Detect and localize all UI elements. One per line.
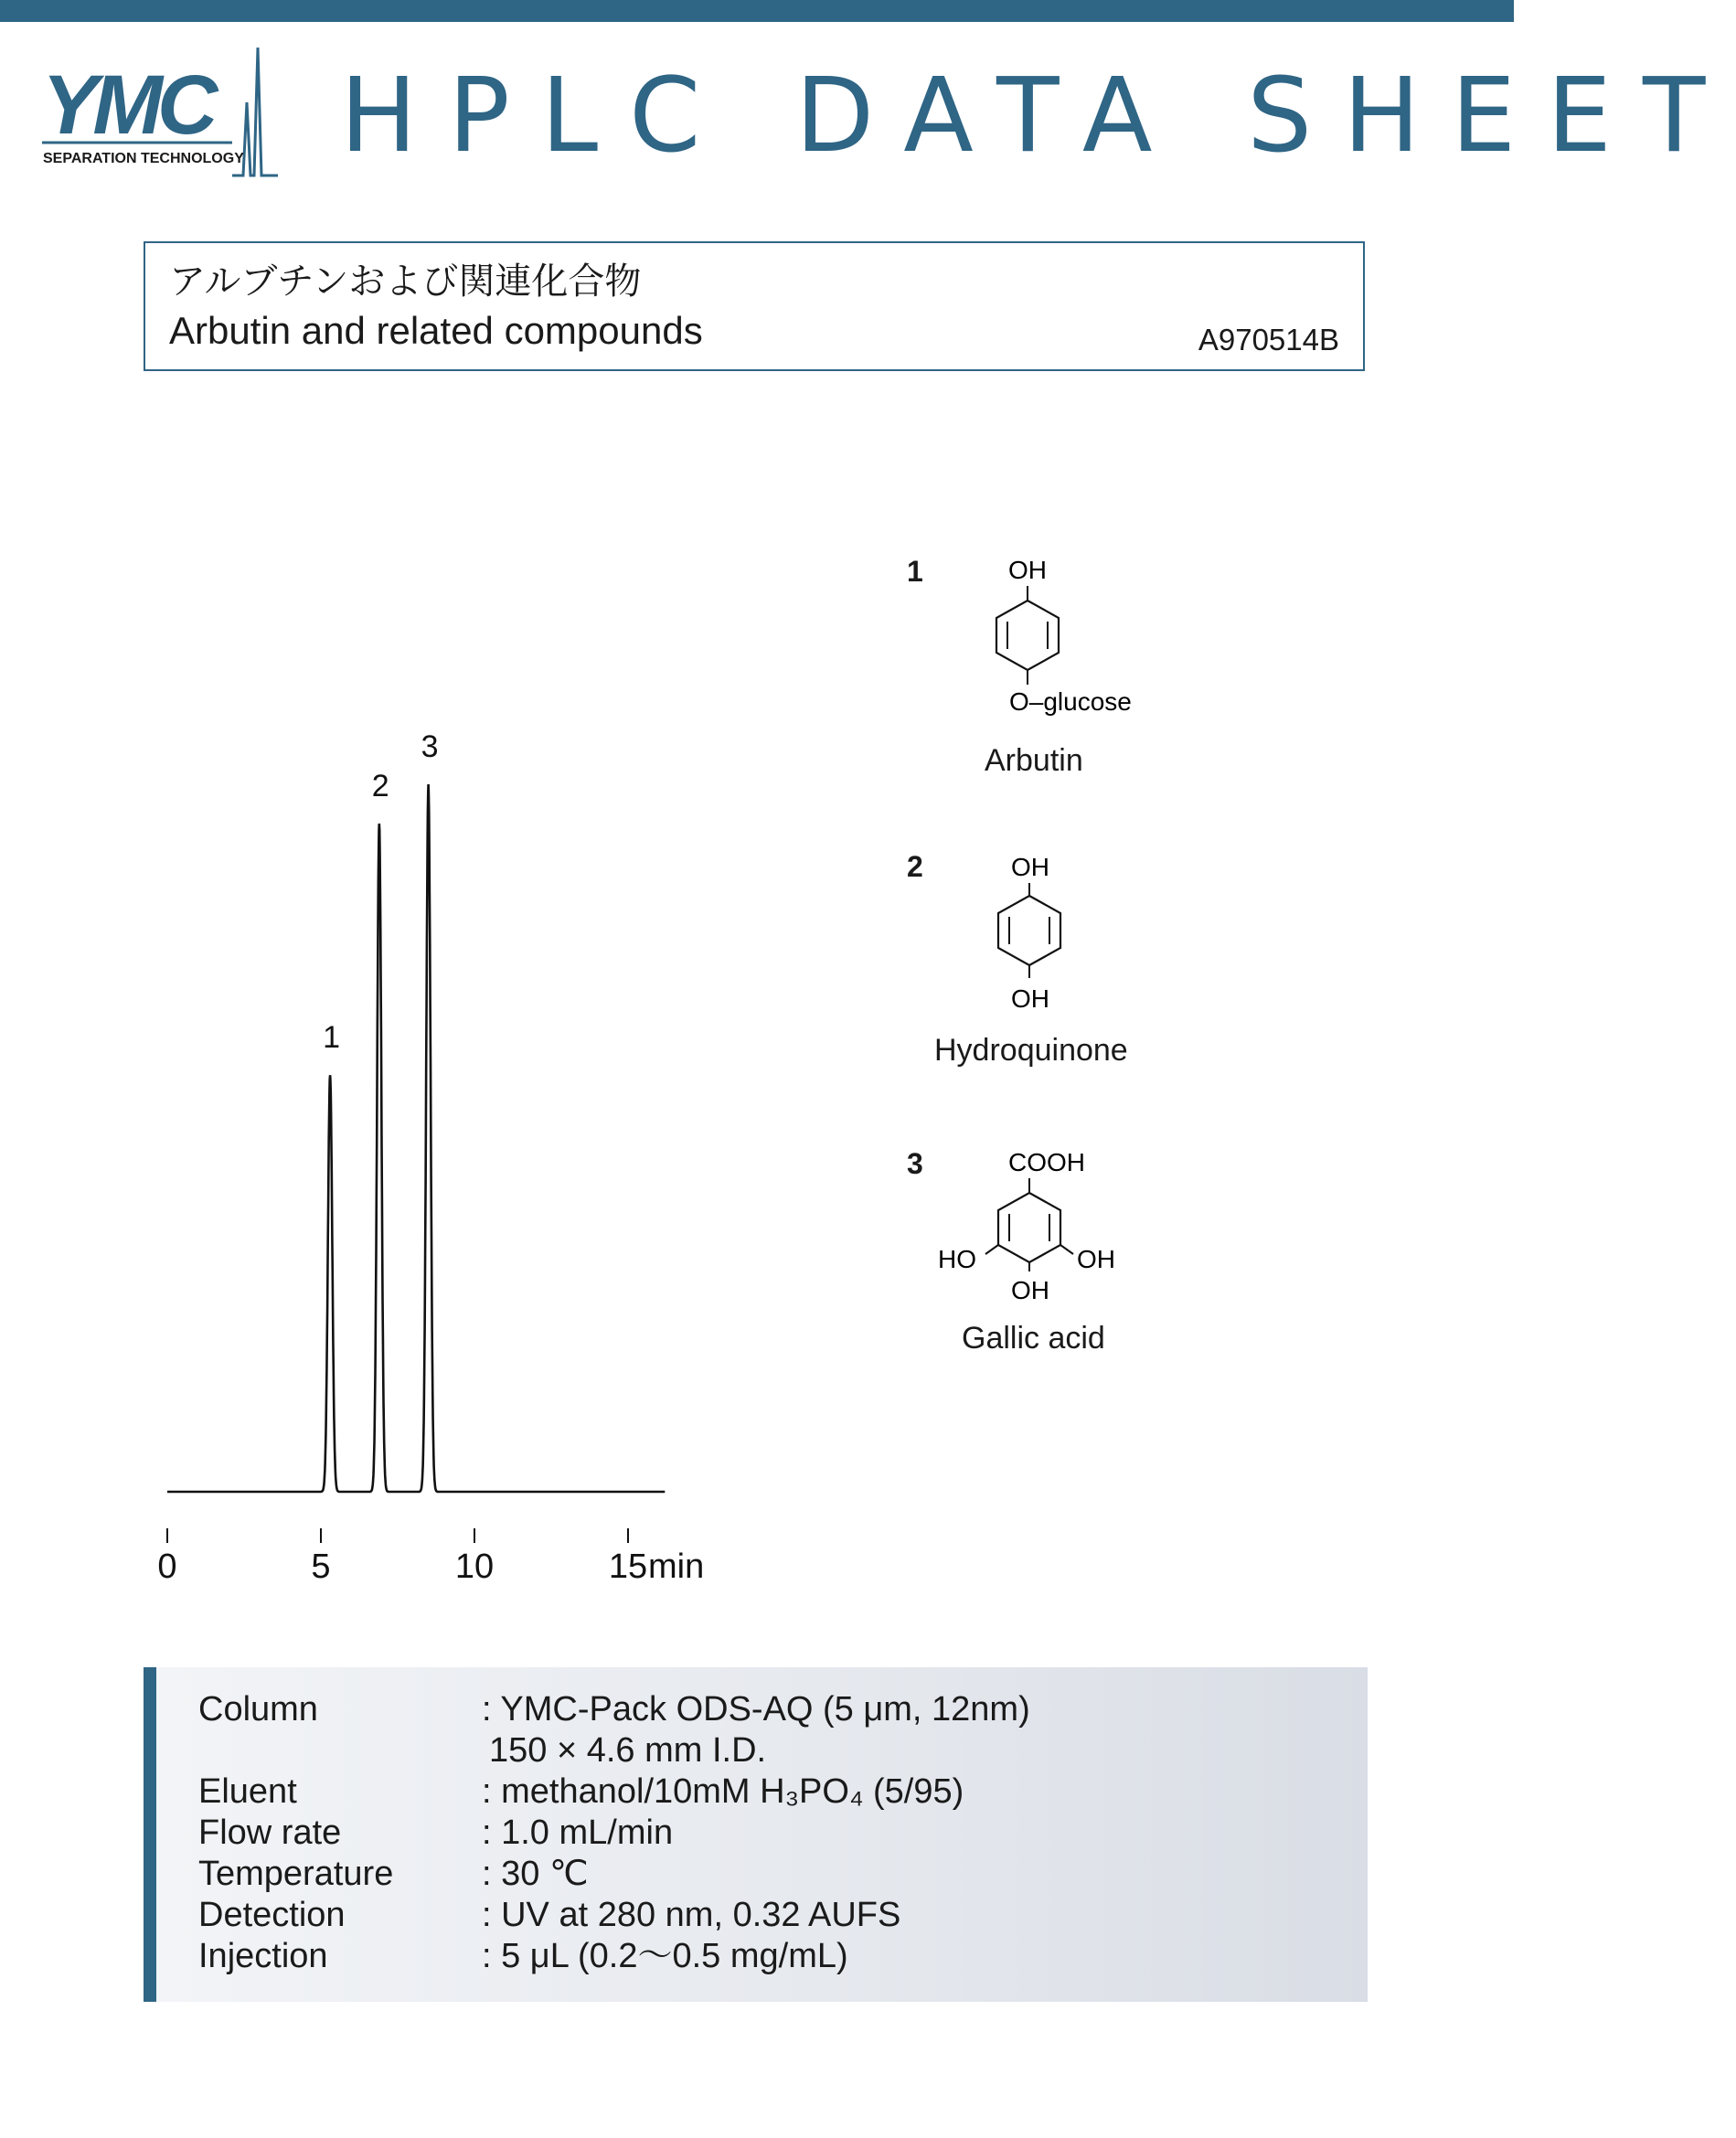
- peak-label: 2: [371, 769, 389, 803]
- logo-subtext: SEPARATION TECHNOLOGY: [43, 151, 244, 166]
- structure-hydroquinone: [896, 841, 1170, 1079]
- condition-value: : 30 ℃: [482, 1855, 589, 1893]
- condition-label: Column: [198, 1690, 318, 1728]
- condition-label: Temperature: [198, 1855, 394, 1893]
- substituent-label: OH: [1011, 1276, 1049, 1304]
- compound-name: Gallic acid: [962, 1321, 1105, 1356]
- benzene-ring-diagram: [951, 841, 1170, 1024]
- condition-label: Injection: [198, 1937, 328, 1975]
- x-axis-tick-label: 5: [311, 1548, 331, 1586]
- structure-gallic-acid: [896, 1138, 1188, 1376]
- x-axis-unit: min: [648, 1548, 705, 1586]
- structure-number: 3: [907, 1147, 923, 1180]
- substituent-label: OH: [1011, 853, 1049, 881]
- compound-name: Hydroquinone: [934, 1033, 1128, 1068]
- compound-name: Arbutin: [985, 743, 1083, 778]
- title-box: [144, 241, 1365, 371]
- data-sheet-id: A970514B: [1198, 323, 1339, 356]
- structure-number: 2: [907, 850, 923, 883]
- condition-value: : YMC-Pack ODS-AQ (5 μm, 12nm): [482, 1690, 1030, 1728]
- substituent-label: COOH: [1008, 1148, 1085, 1176]
- substituent-label: OH: [1008, 556, 1047, 584]
- substituent-label: O–glucose: [1009, 687, 1132, 716]
- chromatogram: [137, 658, 740, 1590]
- condition-value: : 1.0 mL/min: [482, 1814, 674, 1852]
- structure-arbutin: [896, 544, 1170, 791]
- title-japanese: アルブチンおよび関連化合物: [169, 261, 642, 303]
- substituent-label: OH: [1011, 984, 1049, 1013]
- peak-label: 1: [323, 1020, 341, 1056]
- benzene-ring-diagram: [932, 1138, 1170, 1321]
- condition-value: 150 × 4.6 mm I.D.: [489, 1731, 767, 1770]
- condition-value: : 5 μL (0.2～0.5 mg/mL): [482, 1937, 848, 1975]
- page-heading: HPLC DATA SHEET: [340, 57, 1736, 176]
- benzene-ring-diagram: [951, 544, 1170, 727]
- title-english: Arbutin and related compounds: [169, 309, 703, 352]
- substituent-label: OH: [1077, 1245, 1115, 1273]
- condition-label: Flow rate: [198, 1814, 342, 1852]
- substituent-label: HO: [938, 1245, 976, 1273]
- x-axis-tick-label: 15: [608, 1548, 648, 1586]
- x-axis-tick-label: 0: [157, 1548, 177, 1586]
- condition-value: : methanol/10mM H₃PO₄ (5/95): [482, 1772, 964, 1811]
- structure-number: 1: [907, 555, 923, 588]
- conditions-panel: [144, 1667, 1368, 2002]
- peak-label: 3: [421, 729, 439, 764]
- logo-text: YMC: [42, 59, 213, 152]
- x-axis-tick-label: 10: [454, 1548, 495, 1586]
- condition-label: Eluent: [198, 1772, 297, 1811]
- ymc-logo: [40, 48, 296, 185]
- top-banner-bar: [0, 0, 1514, 22]
- chromatogram-trace: [167, 784, 665, 1492]
- condition-label: Detection: [198, 1896, 346, 1934]
- condition-value: : UV at 280 nm, 0.32 AUFS: [482, 1896, 901, 1934]
